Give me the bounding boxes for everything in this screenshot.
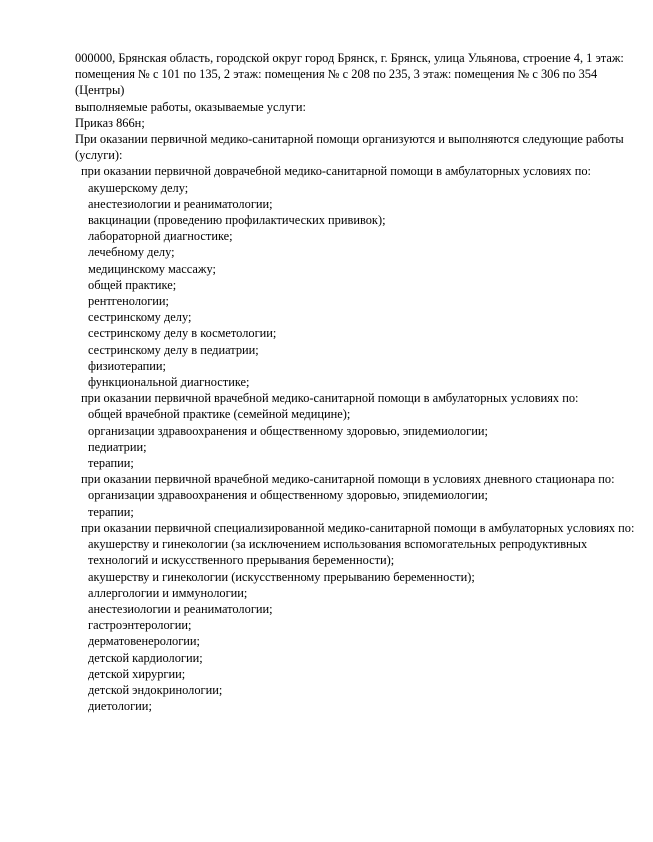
list-item: сестринскому делу; [88,310,192,325]
list-item: детской эндокринологии; [88,682,223,697]
list-item: детской хирургии; [88,666,186,681]
section-heading: при оказании первичной доврачебной медико-санитарной помощи в амбулаторных условиях по: [81,164,591,179]
section-heading: при оказании первичной врачебной медико-санитарной помощи в амбулаторных условиях по: [81,391,579,406]
document-body [75,50,635,714]
list-item: акушерскому делу; [88,180,189,195]
section-heading: при оказании первичной врачебной медико-санитарной помощи в условиях дневного стационара по: [81,472,615,487]
list-item: медицинскому массажу; [88,261,216,276]
list-item: сестринскому делу в педиатрии; [88,342,259,357]
list-item: аллергологии и иммунологии; [88,585,248,600]
list-item: лабораторной диагностике; [88,229,233,244]
list-item: детской кардиологии; [88,650,203,665]
intro-paragraph: При оказании первичной медико-санитарной помощи организуются и выполняются следующие работы (услуги): [75,132,624,163]
list-item: гастроэнтерологии; [88,618,192,633]
list-item: общей врачебной практике (семейной медицине); [88,407,351,422]
list-item: общей практике; [88,277,177,292]
list-item: организации здравоохранения и общественному здоровью, эпидемиологии; [88,423,488,438]
list-item: педиатрии; [88,439,147,454]
works-heading: выполняемые работы, оказываемые услуги: [75,99,307,114]
list-item: сестринскому делу в косметологии; [88,326,277,341]
list-item: рентгенологии; [88,294,169,309]
list-item: физиотерапии; [88,358,166,373]
list-item: анестезиологии и реаниматологии; [88,601,273,616]
list-item: дерматовенерологии; [88,634,200,649]
list-item: организации здравоохранения и общественному здоровью, эпидемиологии; [88,488,488,503]
list-item: терапии; [88,504,134,519]
section-heading: при оказании первичной специализированной медико-санитарной помощи в амбулаторных условиях по: [81,520,635,535]
order-reference: Приказ 866н; [75,115,145,130]
list-item: анестезиологии и реаниматологии; [88,196,273,211]
list-item: акушерству и гинекологии (искусственному прерыванию беременности); [88,569,475,584]
list-item: лечебному делу; [88,245,175,260]
list-item: вакцинации (проведению профилактических прививок); [88,213,386,228]
list-item: диетологии; [88,699,152,714]
list-item: терапии; [88,456,134,471]
list-item: акушерству и гинекологии (за исключением использования вспомогательных репродуктивных технологий и искусственного прерывания беременности); [88,537,588,568]
address-paragraph: 000000, Брянская область, городской округ город Брянск, г. Брянск, улица Ульянова, строение 4, 1 этаж: помещения № с 101 по 135, 2 этаж: помещения № с 208 по 235, 3 этаж: помещения № с 306 по 354 (Центры) [75,51,624,98]
list-item: функциональной диагностике; [88,375,250,390]
